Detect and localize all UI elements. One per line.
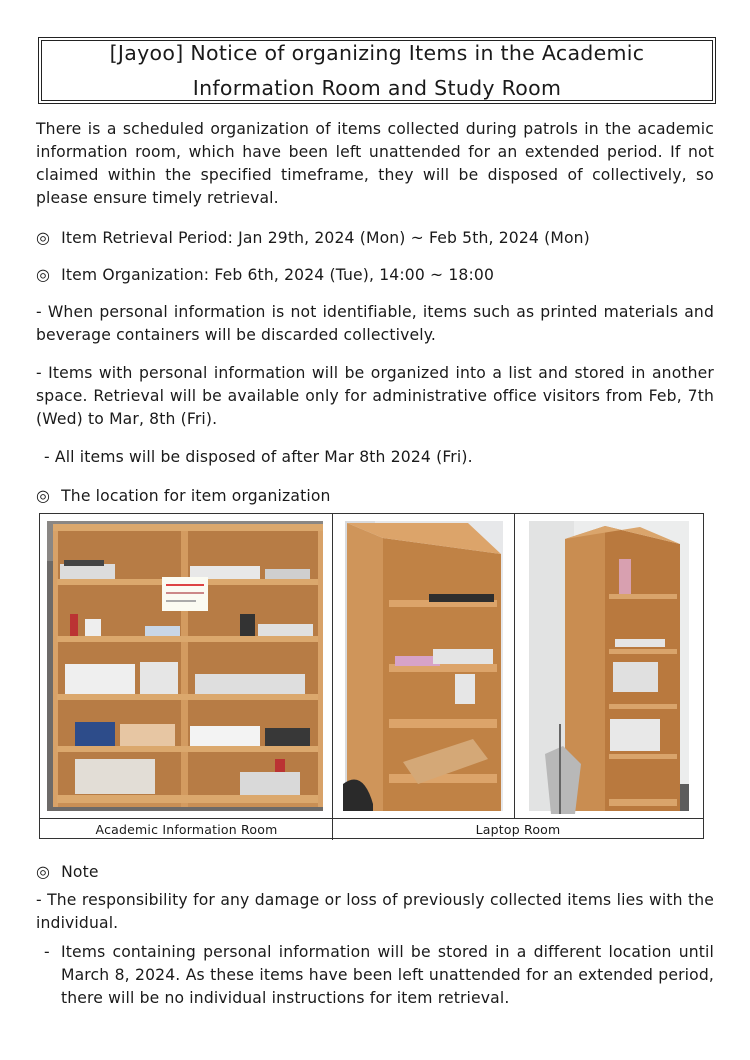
retrieval-period-line xyxy=(36,226,714,250)
double-circle-bullet-icon: ◎ xyxy=(36,228,51,247)
double-circle-bullet-icon: ◎ xyxy=(36,265,51,284)
note-item-2-text: Items containing personal information will be stored in a different location until March 8, 2024. As these items have been left unattended for an extended period, there will be no individual instructions for item retrieval. xyxy=(61,943,714,1007)
photo-table xyxy=(39,513,704,839)
academic-room-photo xyxy=(40,514,332,818)
organization-line xyxy=(36,263,714,287)
note-heading: Note xyxy=(61,863,99,881)
laptop-room-photo-1 xyxy=(333,514,514,818)
double-circle-bullet-icon: ◎ xyxy=(36,862,51,881)
note-item-1: - The responsibility for any damage or loss of previously collected items lies with the individual. xyxy=(36,891,714,932)
caption-academic-room: Academic Information Room xyxy=(95,822,278,837)
organization-text: Item Organization: Feb 6th, 2024 (Tue), 14:00 ~ 18:00 xyxy=(61,266,495,284)
note-heading-line xyxy=(36,860,714,884)
caption-row xyxy=(40,818,703,840)
laptop-room-photo-2 xyxy=(515,514,703,818)
dash-item-2: - Items with personal information will be organized into a list and stored in another space. Retrieval will be available only for administrative office visitors from Feb, 7th (Wed) to Mar, 8th (Fri). xyxy=(36,364,714,428)
intro-paragraph: There is a scheduled organization of items collected during patrols in the academic information room, which have been left unattended for an extended period. If not claimed within the specified timeframe, they will be disposed of collectively, so please ensure timely retrieval. xyxy=(36,120,714,207)
photo-cell-academic xyxy=(40,514,333,818)
location-heading-line xyxy=(36,484,714,508)
note-dash: - xyxy=(44,943,50,961)
location-heading: The location for item organization xyxy=(61,487,331,505)
notice-title-box xyxy=(38,37,716,104)
caption-laptop-room: Laptop Room xyxy=(475,822,561,837)
title-line-1: [Jayoo] Notice of organizing Items in the Academic xyxy=(109,40,645,65)
dash-item-1: - When personal information is not identifiable, items such as printed materials and beverage containers will be discarded collectively. xyxy=(36,303,714,344)
dash-item-3: - All items will be disposed of after Mar 8th 2024 (Fri). xyxy=(44,448,473,466)
title-line-2: Information Room and Study Room xyxy=(192,75,562,100)
note-item-2 xyxy=(44,941,714,1010)
double-circle-bullet-icon: ◎ xyxy=(36,486,51,505)
retrieval-period-text: Item Retrieval Period: Jan 29th, 2024 (Mon) ~ Feb 5th, 2024 (Mon) xyxy=(61,229,590,247)
photo-cell-laptop-1 xyxy=(333,514,515,818)
notice-title xyxy=(41,40,713,101)
photo-cell-laptop-2 xyxy=(515,514,703,818)
